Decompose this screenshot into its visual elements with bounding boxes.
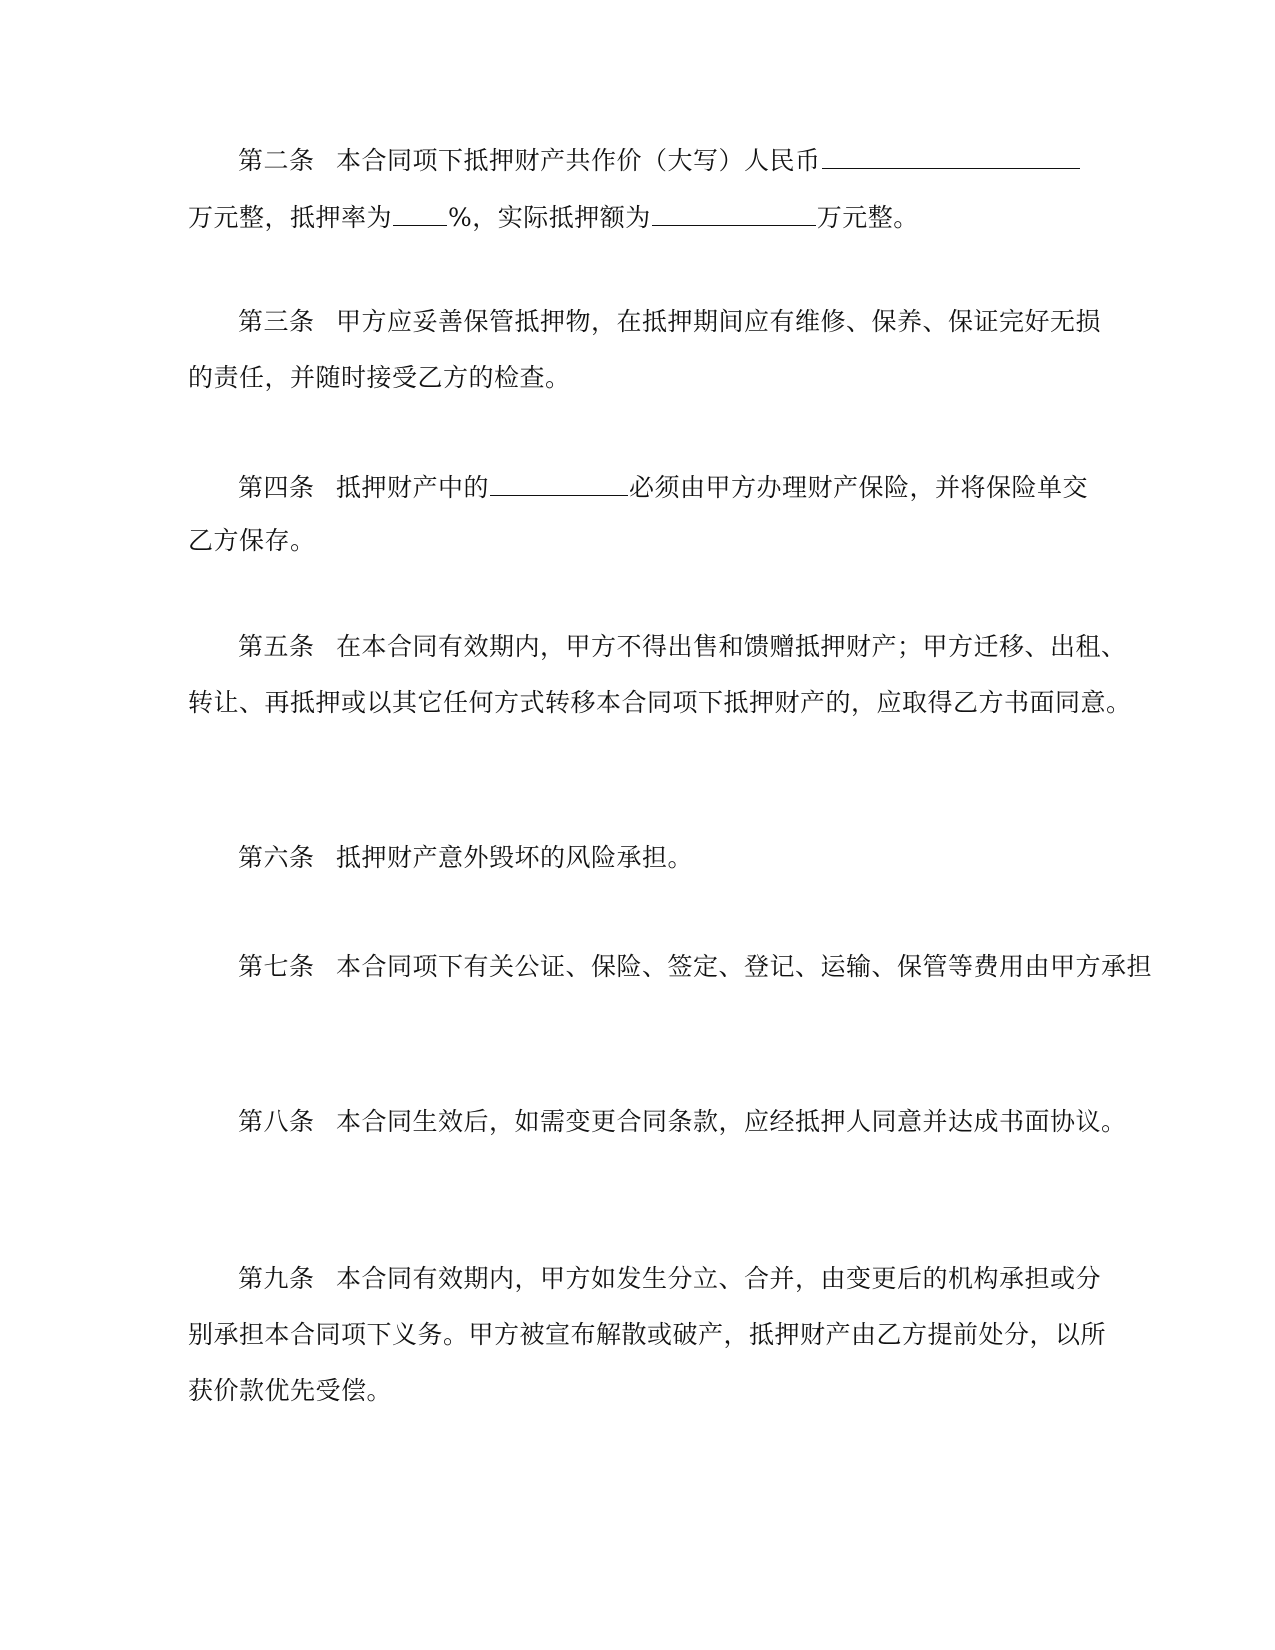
article-text: 抵押财产意外毁坏的风险承担。 [336, 843, 694, 872]
article-9-line-1 [238, 1263, 1101, 1295]
article-9-line-2 [188, 1319, 1106, 1351]
article-9-line-3 [188, 1375, 392, 1407]
fill-in-blank-amount[interactable] [652, 199, 816, 226]
article-label: 第二条 [238, 146, 315, 175]
article-text: 转让、再抵押或以其它任何方式转移本合同项下抵押财产的，应取得乙方书面同意。 [188, 688, 1132, 717]
article-6-line-1 [238, 842, 693, 874]
article-text: 本合同生效后，如需变更合同条款，应经抵押人同意并达成书面协议。 [336, 1107, 1127, 1136]
article-label: 第六条 [238, 843, 315, 872]
article-text: %，实际抵押额为 [448, 203, 651, 232]
fill-in-blank-item[interactable] [490, 469, 628, 496]
article-label: 第九条 [238, 1264, 315, 1293]
article-4-line-1 [238, 469, 1088, 504]
fill-in-blank-rate[interactable] [393, 199, 447, 226]
article-2-line-1 [238, 142, 1081, 177]
article-5-line-2 [188, 687, 1132, 719]
article-text: 万元整，抵押率为 [188, 203, 393, 232]
article-text: 必须由甲方办理财产保险，并将保险单交 [629, 473, 1089, 502]
article-label: 第八条 [238, 1107, 315, 1136]
article-text: 万元整。 [816, 203, 919, 232]
article-label: 第四条 [238, 473, 315, 502]
fill-in-blank-price[interactable] [822, 142, 1080, 169]
article-label: 第三条 [238, 307, 315, 336]
article-text: 别承担本合同项下义务。甲方被宣布解散或破产，抵押财产由乙方提前处分，以所 [188, 1320, 1107, 1349]
article-8-line-1 [238, 1106, 1127, 1138]
article-5-line-1 [238, 631, 1127, 663]
article-label: 第七条 [238, 952, 315, 981]
article-text: 抵押财产中的 [336, 473, 490, 502]
article-7-line-1 [238, 951, 1152, 983]
article-4-line-2 [188, 525, 316, 557]
article-text: 本合同项下有关公证、保险、签定、登记、运输、保管等费用由甲方承担 [336, 952, 1153, 981]
article-3-line-1 [238, 306, 1101, 338]
article-text: 乙方保存。 [188, 526, 316, 555]
article-text: 的责任，并随时接受乙方的检查。 [188, 363, 571, 392]
article-text: 本合同项下抵押财产共作价（大写）人民币 [336, 146, 821, 175]
article-3-line-2 [188, 362, 571, 394]
article-text: 在本合同有效期内，甲方不得出售和馈赠抵押财产；甲方迁移、出租、 [336, 632, 1127, 661]
article-label: 第五条 [238, 632, 315, 661]
article-text: 获价款优先受偿。 [188, 1376, 393, 1405]
article-2-line-2 [188, 199, 919, 234]
article-text: 甲方应妥善保管抵押物，在抵押期间应有维修、保养、保证完好无损 [336, 307, 1102, 336]
article-text: 本合同有效期内，甲方如发生分立、合并，由变更后的机构承担或分 [336, 1264, 1102, 1293]
